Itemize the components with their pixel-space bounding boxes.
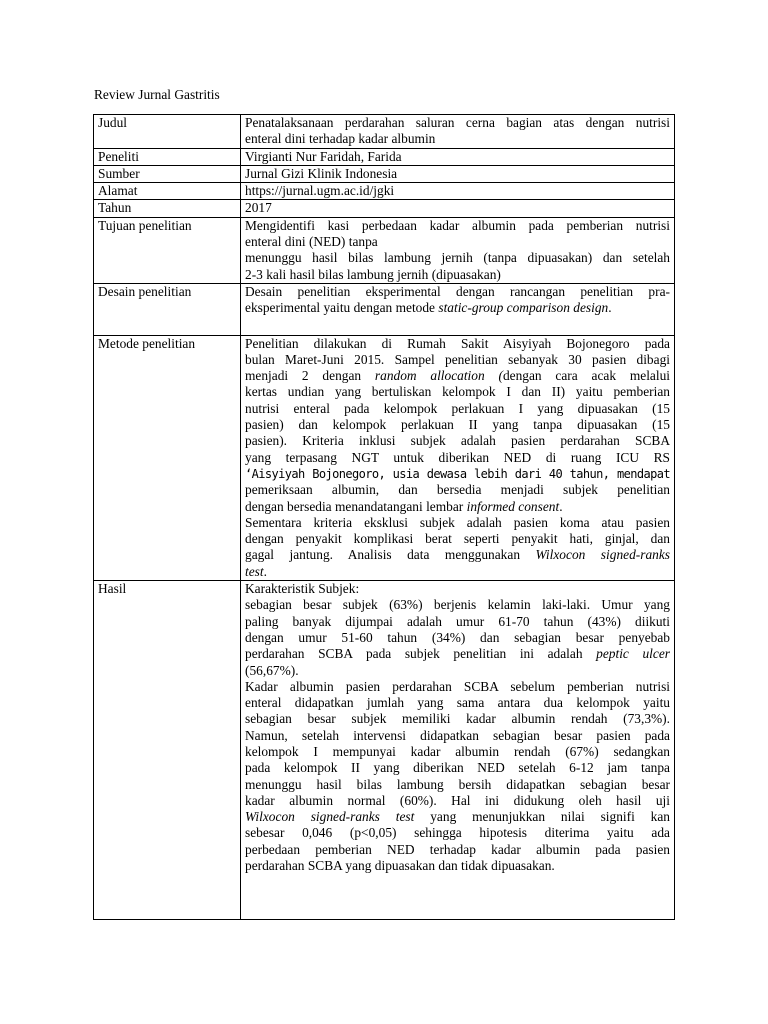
table-row-tujuan (94, 217, 675, 283)
value-tahun: 2017 (241, 200, 675, 217)
hasil-line: menunggu hasil bilas lambung bersih didapatkan sebagian besar (245, 776, 670, 792)
hasil-line: sebesar 0,046 (p<0,05) sehingga hipotesis diterima yaitu ada (245, 825, 670, 841)
value-metode (241, 335, 675, 580)
judul-line-2: enteral dini terhadap kadar albumin (245, 131, 436, 147)
hasil-line: dengan umur 51-60 tahun (34%) dan sebagian besar penyebab (245, 629, 670, 645)
label-sumber: Sumber (94, 165, 241, 182)
desain-text: eksperimental yaitu dengan metode (245, 300, 439, 316)
value-hasil (241, 581, 675, 920)
table-row-sumber (94, 165, 675, 182)
value-desain (241, 283, 675, 335)
label-tahun: Tahun (94, 200, 241, 217)
metode-text: . (559, 498, 563, 514)
metode-italic: informed consent (466, 498, 560, 514)
hasil-line: Kadar albumin pasien perdarahan SCBA sebelum pemberian nutrisi (245, 678, 670, 694)
table-row-desain (94, 283, 675, 335)
hasil-line: perbedaan pemberian NED terhadap kadar albumin pada pasien (245, 841, 670, 857)
hasil-text: yang menunjukkan nilai signifi kan (414, 809, 671, 825)
table-row-peneliti (94, 148, 675, 165)
value-judul (241, 115, 675, 149)
hasil-line: kelompok I mempunyai kadar albumin rendah (67%) sedangkan (245, 743, 670, 759)
table-row-metode (94, 335, 675, 580)
hasil-line: (56,67%). (245, 662, 299, 678)
metode-line: dengan penyakit komplikasi berat seperti penyakit hati, ginjal, dan (245, 531, 670, 547)
label-tujuan: Tujuan penelitian (94, 217, 241, 283)
tujuan-line-3: menunggu hasil bilas lambung jernih (tanpa dipuasakan) dan setelah (245, 250, 670, 266)
metode-line: yang terpasang NGT untuk diberikan NED di ruang ICU RS (245, 449, 670, 465)
metode-line-mono: ‘Aisyiyah Bojonegoro, usia dewasa lebih dari 40 tahun, mendapat (245, 466, 670, 481)
desain-period: . (608, 300, 612, 316)
metode-line: kertas undian yang bertuliskan kelompok I dan II) yaitu pemberian (245, 384, 670, 400)
metode-line: bulan Maret-Juni 2015. Sampel penelitian sebanyak 30 pasien dibagi (245, 351, 670, 367)
document-title: Review Jurnal Gastritis (94, 87, 220, 102)
tujuan-line-2: enteral dini (NED) tanpa (245, 234, 378, 250)
metode-line: pemeriksaan albumin, dan bersedia menjadi subjek penelitian (245, 482, 670, 498)
metode-line (245, 499, 670, 515)
hasil-italic: Wilxocon signed-ranks test (245, 809, 415, 825)
hasil-line: sebagian besar subjek memiliki kadar albumin rendah (73,3%). (245, 711, 670, 727)
hasil-line: kadar albumin normal (60%). Hal ini didukung oleh hasil uji (245, 792, 670, 808)
judul-line-1: Penatalaksanaan perdarahan saluran cerna bagian atas dengan nutrisi (245, 115, 670, 130)
label-judul: Judul (94, 115, 241, 149)
label-desain: Desain penelitian (94, 283, 241, 335)
metode-text: . (263, 563, 267, 579)
hasil-line: sebagian besar subjek (63%) berjenis kelamin laki-laki. Umur yang (245, 597, 670, 613)
desain-method-italic: static-group comparison design (438, 300, 609, 316)
label-peneliti: Peneliti (94, 148, 241, 165)
hasil-text: perdarahan SCBA pada subjek penelitian ini adalah (245, 646, 597, 662)
metode-line: pasien) dan kelompok perlakuan II yang tanpa dipuasakan (15 (245, 417, 670, 433)
metode-line: Penelitian dilakukan di Rumah Sakit Aisyiyah Bojonegoro pada (245, 335, 670, 351)
table-row-alamat (94, 183, 675, 200)
label-metode: Metode penelitian (94, 335, 241, 580)
hasil-line: Namun, setelah intervensi didapatkan sebagian besar pasien pada (245, 727, 670, 743)
table-row-hasil (94, 581, 675, 920)
review-table (93, 114, 675, 920)
metode-italic: test (245, 563, 264, 579)
metode-italic: random allocation ( (374, 368, 503, 384)
metode-line (245, 368, 670, 384)
hasil-spacer (245, 874, 670, 919)
label-alamat: Alamat (94, 183, 241, 200)
desain-line-2 (245, 300, 670, 316)
value-peneliti: Virgianti Nur Faridah, Farida (241, 148, 675, 165)
metode-italic: Wilxocon signed-ranks (535, 547, 670, 563)
metode-line (245, 564, 670, 580)
hasil-line (245, 809, 670, 825)
hasil-line: Karakteristik Subjek: (245, 581, 360, 597)
hasil-line: paling banyak dijumpai adalah umur 61-70 tahun (43%) diikuti (245, 613, 670, 629)
value-sumber: Jurnal Gizi Klinik Indonesia (241, 165, 675, 182)
tujuan-line-1: Mengidentifi kasi perbedaan kadar albumin pada pemberian nutrisi (245, 217, 670, 233)
metode-text: dengan cara acak melalui (502, 368, 670, 384)
metode-text: gagal jantung. Analisis data menggunakan (245, 547, 536, 563)
metode-line: Sementara kriteria eksklusi subjek adalah pasien koma atau pasien (245, 514, 670, 530)
table-row-tahun (94, 200, 675, 217)
desain-line-1: Desain penelitian eksperimental dengan rancangan penelitian pra- (245, 283, 670, 299)
hasil-line: perdarahan SCBA yang dipuasakan dan tidak dipuasakan. (245, 858, 555, 874)
metode-line: nutrisi enteral pada kelompok perlakuan I yang dipuasakan (15 (245, 400, 670, 416)
desain-spacer (245, 317, 670, 335)
hasil-line: enteral didapatkan jumlah yang sama antara dua kelompok yaitu (245, 695, 670, 711)
metode-line: pasien). Kriteria inklusi subjek adalah pasien perdarahan SCBA (245, 433, 670, 449)
metode-text: dengan bersedia menandatangani lembar (245, 498, 467, 514)
table-row-judul (94, 115, 675, 149)
metode-line (245, 547, 670, 563)
hasil-line (245, 646, 670, 662)
tujuan-line-4: 2-3 kali hasil bilas lambung jernih (dipuasakan) (245, 266, 501, 282)
value-tujuan (241, 217, 675, 283)
hasil-line: pada kelompok II yang diberikan NED setelah 6-12 jam tanpa (245, 760, 670, 776)
value-alamat-link[interactable]: https://jurnal.ugm.ac.id/jgki (241, 183, 675, 200)
label-hasil: Hasil (94, 581, 241, 920)
hasil-italic: peptic ulcer (596, 646, 670, 662)
metode-text: menjadi 2 dengan (245, 368, 375, 384)
